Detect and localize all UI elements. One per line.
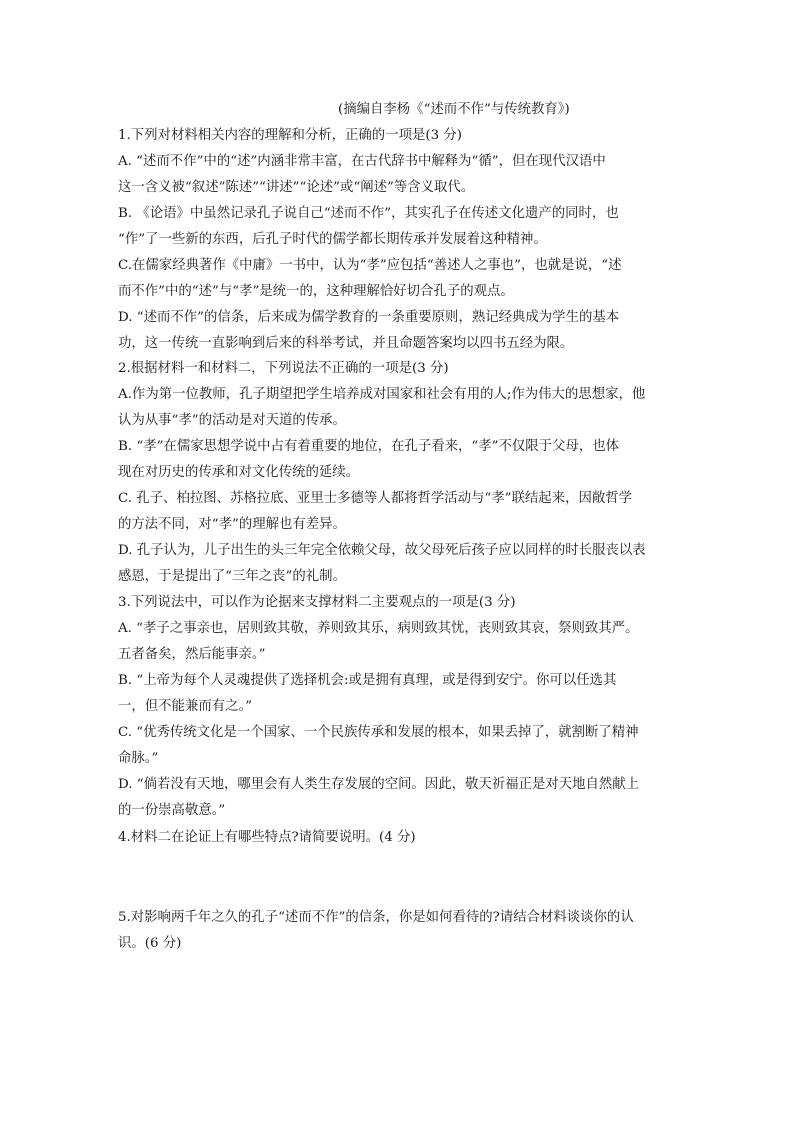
question-2-option-b-line-2: 现在对历史的传承和对文化传统的延续。 [118, 465, 360, 480]
question-1-option-a-line-2: 这一含义被“叙述”陈述”“讲述”“论述”或“阐述”等含义取代。 [118, 180, 475, 195]
question-1-option-a-line-1: A. “述而不作”中的“述”内涵非常丰富，在古代辞书中解释为“循”，但在现代汉语中 [118, 154, 606, 169]
question-3-option-a-line-2: 五者备矣，然后能事亲。” [118, 647, 266, 662]
question-2-option-d-line-1: D. 孔子认为，儿子出生的头三年完全依赖父母，故父母死后孩子应以同样的时长服丧以表 [118, 543, 646, 558]
question-1-option-c-line-1: C.在儒家经典著作《中庸》一书中，认为“孝”应包括“善述人之事也”，也就是说，“述 [118, 258, 622, 273]
question-4-stem: 4.材料二在论证上有哪些特点?请简要说明。(4 分) [118, 830, 416, 845]
source-citation: (摘编自李杨《“述而不作”与传统教育》) [338, 102, 570, 117]
question-2-option-a-line-2: 认为从事“孝”的活动是对天道的传承。 [118, 413, 346, 428]
question-3-option-d-line-1: D. “倘若没有天地，哪里会有人类生存发展的空间。因此，敬天祈福正是对天地自然献上 [118, 777, 640, 792]
question-1-option-b-line-2: “作”了一些新的东西，后孔子时代的儒学都长期传承并发展着这种精神。 [118, 232, 547, 247]
question-3-option-b-line-2: 一，但不能兼而有之。” [118, 699, 253, 714]
question-5-stem-line-1: 5.对影响两千年之久的孔子“述而不作”的信条，你是如何看待的?请结合材料谈谈你的认 [118, 910, 634, 925]
question-3-option-c-line-2: 命脉。” [118, 751, 159, 766]
question-3-option-a-line-1: A. “孝子之事亲也，居则致其敬，养则致其乐，病则致其忧，丧则致其哀，祭则致其严。 [118, 621, 639, 636]
question-1-option-d-line-1: D. “述而不作”的信条，后来成为儒学教育的一条重要原则，熟记经典成为学生的基本 [118, 310, 620, 325]
question-1-option-b-line-1: B. 《论语》中虽然记录孔子说自己“述而不作”，其实孔子在传述文化遗产的同时，也 [118, 206, 619, 221]
question-2-option-d-line-2: 感恩，于是提出了“三年之丧”的礼制。 [118, 569, 346, 584]
question-3-option-c-line-1: C. “优秀传统文化是一个国家、一个民族传承和发展的根本，如果丢掉了，就割断了精神 [118, 725, 639, 740]
question-1-option-d-line-2: 功，这一传统一直影响到后来的科举考试，并且命题答案均以四书五经为限。 [118, 336, 574, 351]
question-2-option-c-line-2: 的方法不同，对“孝”的理解也有差异。 [118, 517, 346, 532]
question-2-option-b-line-1: B. “孝”在儒家思想学说中占有着重要的地位，在孔子看来，“孝”不仅限于父母，也体 [118, 439, 620, 454]
question-3-stem: 3.下列说法中，可以作为论据来支撑材料二主要观点的一项是(3 分) [118, 595, 516, 610]
question-1-option-c-line-2: 而不作”中的“述”与“孝”是统一的，这种理解恰好切合孔子的观点。 [118, 284, 514, 299]
question-1-stem: 1.下列对材料相关内容的理解和分析，正确的一项是(3 分) [118, 128, 462, 143]
question-3-option-d-line-2: 的一份崇高敬意。” [118, 803, 226, 818]
question-2-option-a-line-1: A.作为第一位教师，孔子期望把学生培养成对国家和社会有用的人;作为伟大的思想家，他 [118, 387, 646, 402]
question-3-option-b-line-1: B. “上帝为每个人灵魂提供了选择机会:或是拥有真理，或是得到安宁。你可以任选其 [118, 673, 617, 688]
question-2-option-c-line-1: C. 孔子、柏拉图、苏格拉底、亚里士多德等人都将哲学活动与“孝”联结起来，因敞哲学 [118, 491, 633, 506]
question-2-stem: 2.根据材料一和材料二，下列说法不正确的一项是(3 分) [118, 361, 449, 376]
question-5-stem-line-2: 识。(6 分) [118, 936, 182, 951]
